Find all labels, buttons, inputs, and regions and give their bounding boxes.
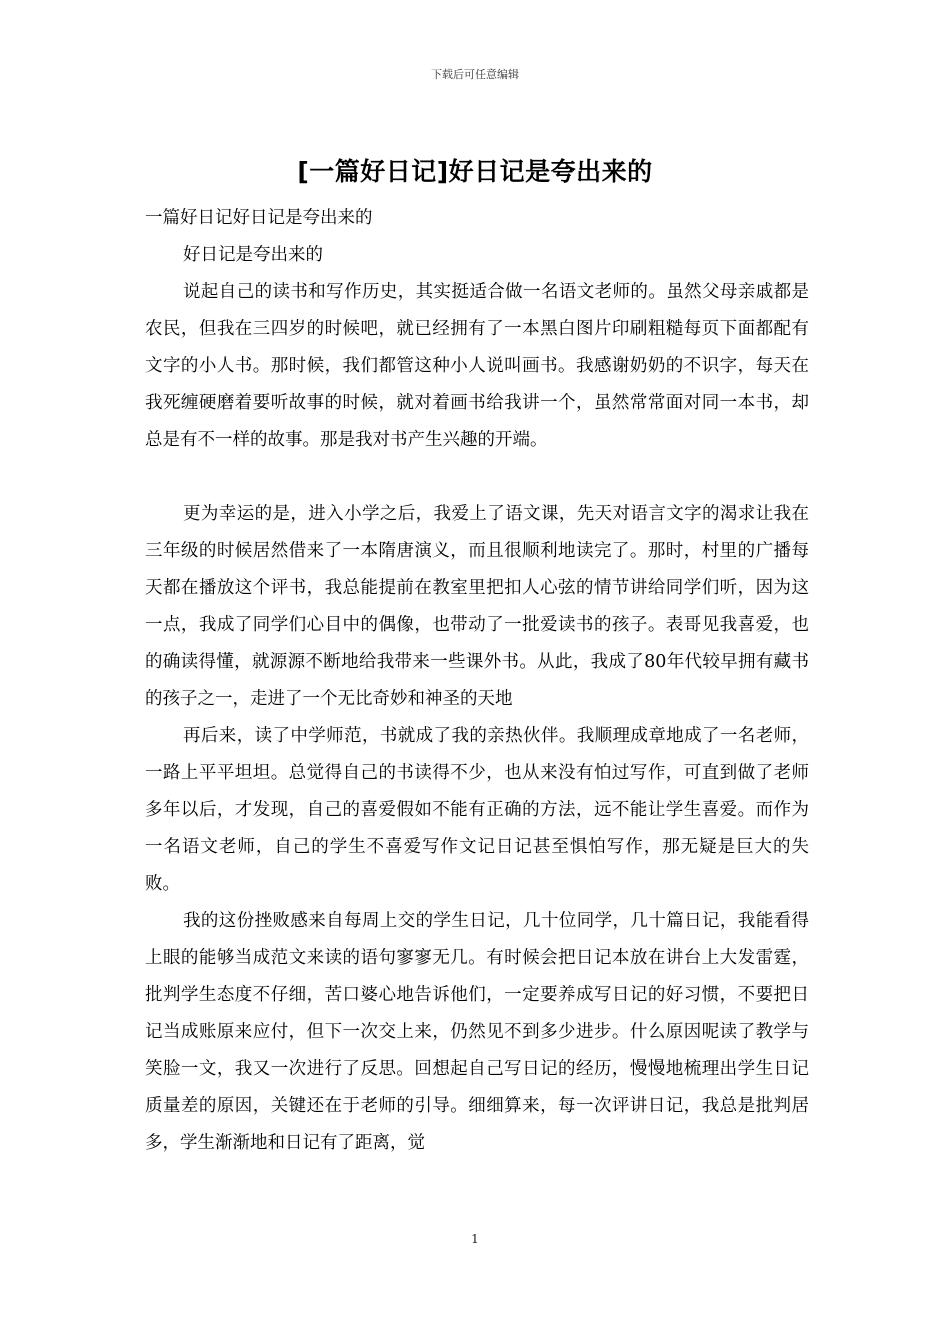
paragraph: 更为幸运的是，进入小学之后，我爱上了语文课，先天对语言文字的渴求让我在三年级的时候居然借来了一本隋唐演义，而且很顺利地读完了。那时，村里的广播每天都在播放这个评书，我总能提前在教室里把扣人心弦的情节讲给同学们听，因为这一点，我成了同学们心目中的偶像，也带动了一批爱读书的孩子。表哥见我喜爱，也的确读得懂，就源源不断地给我带来一些课外书。从此，我成了80年代较早拥有藏书的孩子之一，走进了一个无比奇妙和神圣的天地: [145, 504, 809, 709]
document-subtitle: 一篇好日记好日记是夸出来的: [145, 208, 373, 228]
document-body: [145, 200, 809, 1162]
paragraph: 再后来，读了中学师范，书就成了我的亲热伙伴。我顺理成章地成了一名老师，一路上平平坦坦。总觉得自己的书读得不少，也从来没有怕过写作，可直到做了老师多年以后，才发现，自己的喜爱假如不能有正确的方法，远不能让学生喜爱。而作为一名语文老师，自己的学生不喜爱写作文记日记甚至惧怕写作，那无疑是巨大的失败。: [145, 726, 809, 894]
paragraph: 我的这份挫败感来自每周上交的学生日记，几十位同学，几十篇日记，我能看得上眼的能够当成范文来读的语句寥寥无几。有时候会把日记本放在讲台上大发雷霆，批判学生态度不仔细，苦口婆心地告诉他们，一定要养成写日记的好习惯，不要把日记当成账原来应付，但下一次交上来，仍然见不到多少进步。什么原因呢读了教学与笑脸一文，我又一次进行了反思。回想起自己写日记的经历，慢慢地梳理出学生日记质量差的原因，关键还在于老师的引导。细细算来，每一次评讲日记，我总是批判居多，学生渐渐地和日记有了距离，觉: [145, 911, 809, 1153]
document-title: [一篇好日记]好日记是夸出来的: [297, 157, 653, 186]
page-number: 1: [471, 1232, 479, 1246]
paragraph: 说起自己的读书和写作历史，其实挺适合做一名语文老师的。虽然父母亲戚都是农民，但我在三四岁的时候吧，就已经拥有了一本黑白图片印刷粗糙每页下面都配有文字的小人书。那时候，我们都管这种小人说叫画书。我感谢奶奶的不识字，每天在我死缠硬磨着要听故事的时候，就对着画书给我讲一个，虽然常常面对同一本书，却总是有不一样的故事。那是我对书产生兴趣的开端。: [145, 282, 809, 450]
header-note: 下载后可任意编辑: [431, 68, 519, 81]
paragraph-heading: 好日记是夸出来的: [183, 245, 323, 265]
paragraph-spacer: [145, 459, 809, 496]
